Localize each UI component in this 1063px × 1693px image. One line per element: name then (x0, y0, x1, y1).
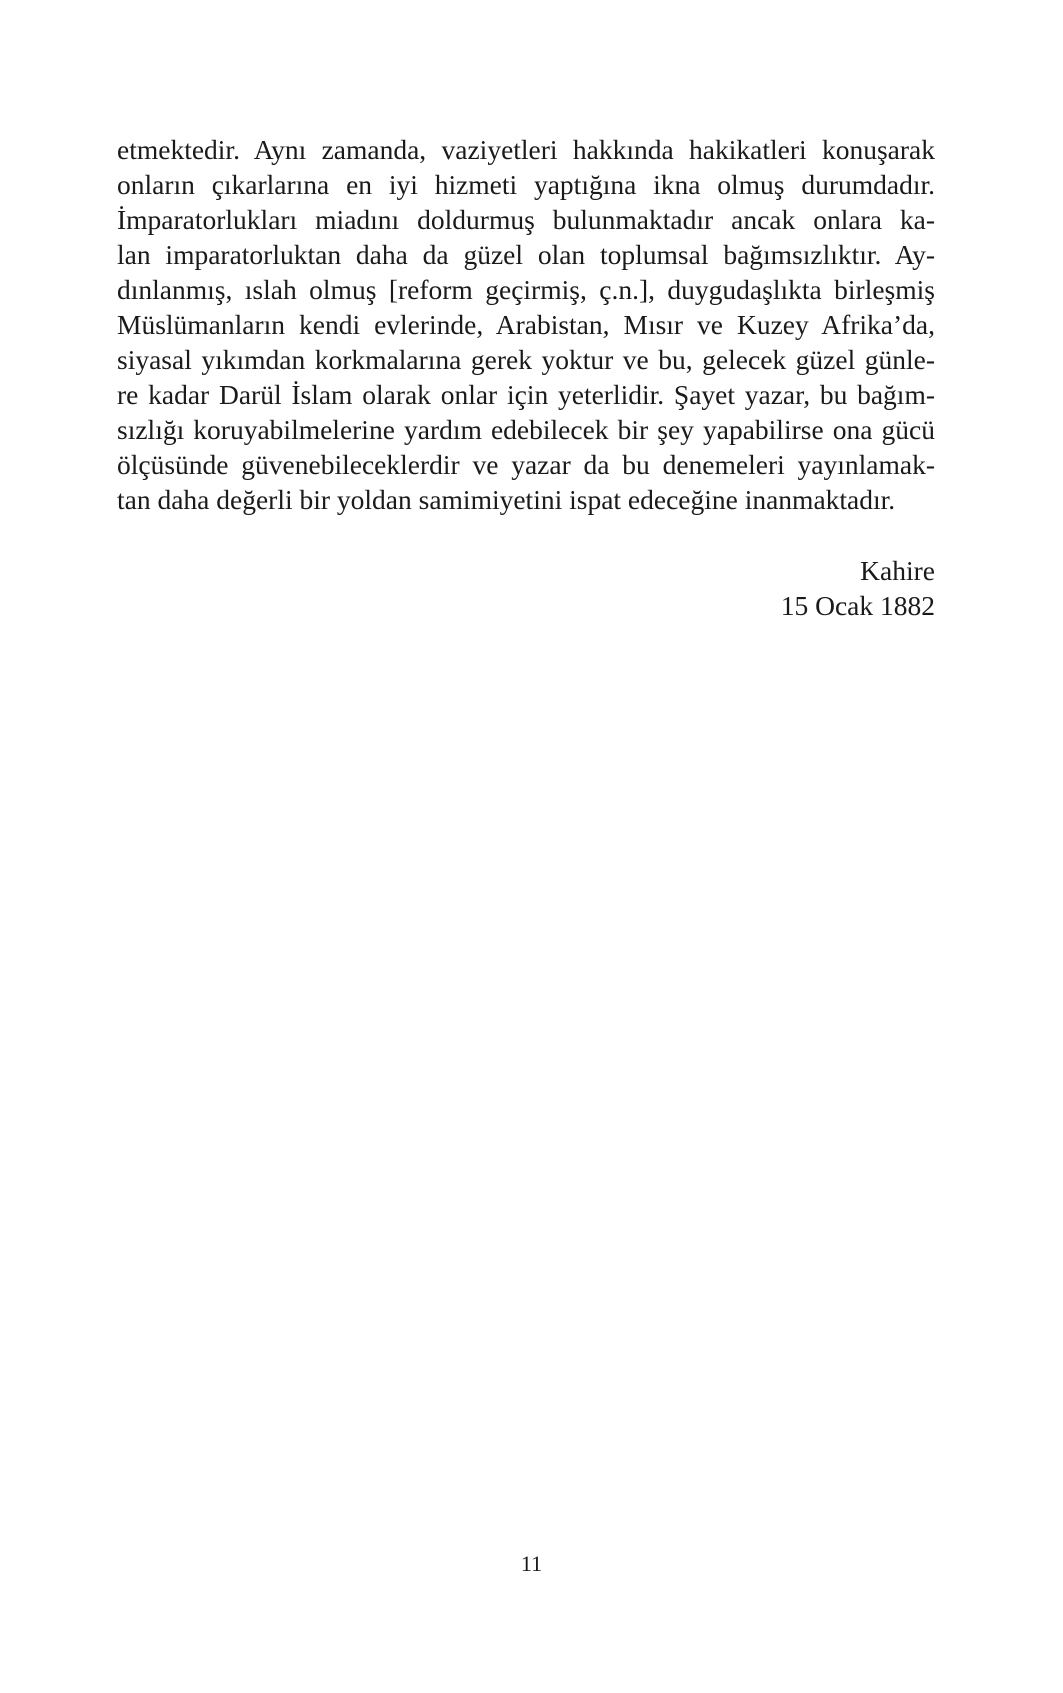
body-paragraph (117, 132, 935, 517)
paragraph-line: ölçüsünde güvenebileceklerdir ve yazar da bu denemeleri yayınlamak- (117, 449, 935, 480)
paragraph-line: sızlığı koruyabilmelerine yardım edebilecek bir şey yapabilirse ona gücü (117, 414, 935, 445)
paragraph-line: re kadar Darül İslam olarak onlar için yeterlidir. Şayet yazar, bu bağım- (117, 379, 935, 410)
paragraph-line: tan daha değerli bir yoldan samimiyetini ispat edeceğine inanmaktadır. (117, 484, 896, 515)
paragraph-line: onların çıkarlarına en iyi hizmeti yaptığına ikna olmuş durumdadır. (117, 169, 935, 200)
paragraph-line: dınlanmış, ıslah olmuş [reform geçirmiş, ç.n.], duygudaşlıkta birleşmiş (117, 274, 935, 305)
paragraph-line: etmektedir. Aynı zamanda, vaziyetleri hakkında hakikatleri konuşarak (117, 134, 935, 165)
paragraph-line: lan imparatorluktan daha da güzel olan toplumsal bağımsızlıktır. Ay- (117, 239, 935, 270)
paragraph-line: İmparatorlukları miadını doldurmuş bulunmaktadır ancak onlara ka- (117, 204, 935, 235)
page-number: 11 (520, 1551, 543, 1576)
signature-block (781, 553, 935, 623)
paragraph-line: siyasal yıkımdan korkmalarına gerek yoktur ve bu, gelecek güzel günle- (117, 344, 935, 375)
paragraph-line: Müslümanların kendi evlerinde, Arabistan, Mısır ve Kuzey Afrika’da, (117, 309, 935, 340)
signature-date: 15 Ocak 1882 (780, 590, 935, 621)
signature-place: Kahire (860, 555, 935, 586)
